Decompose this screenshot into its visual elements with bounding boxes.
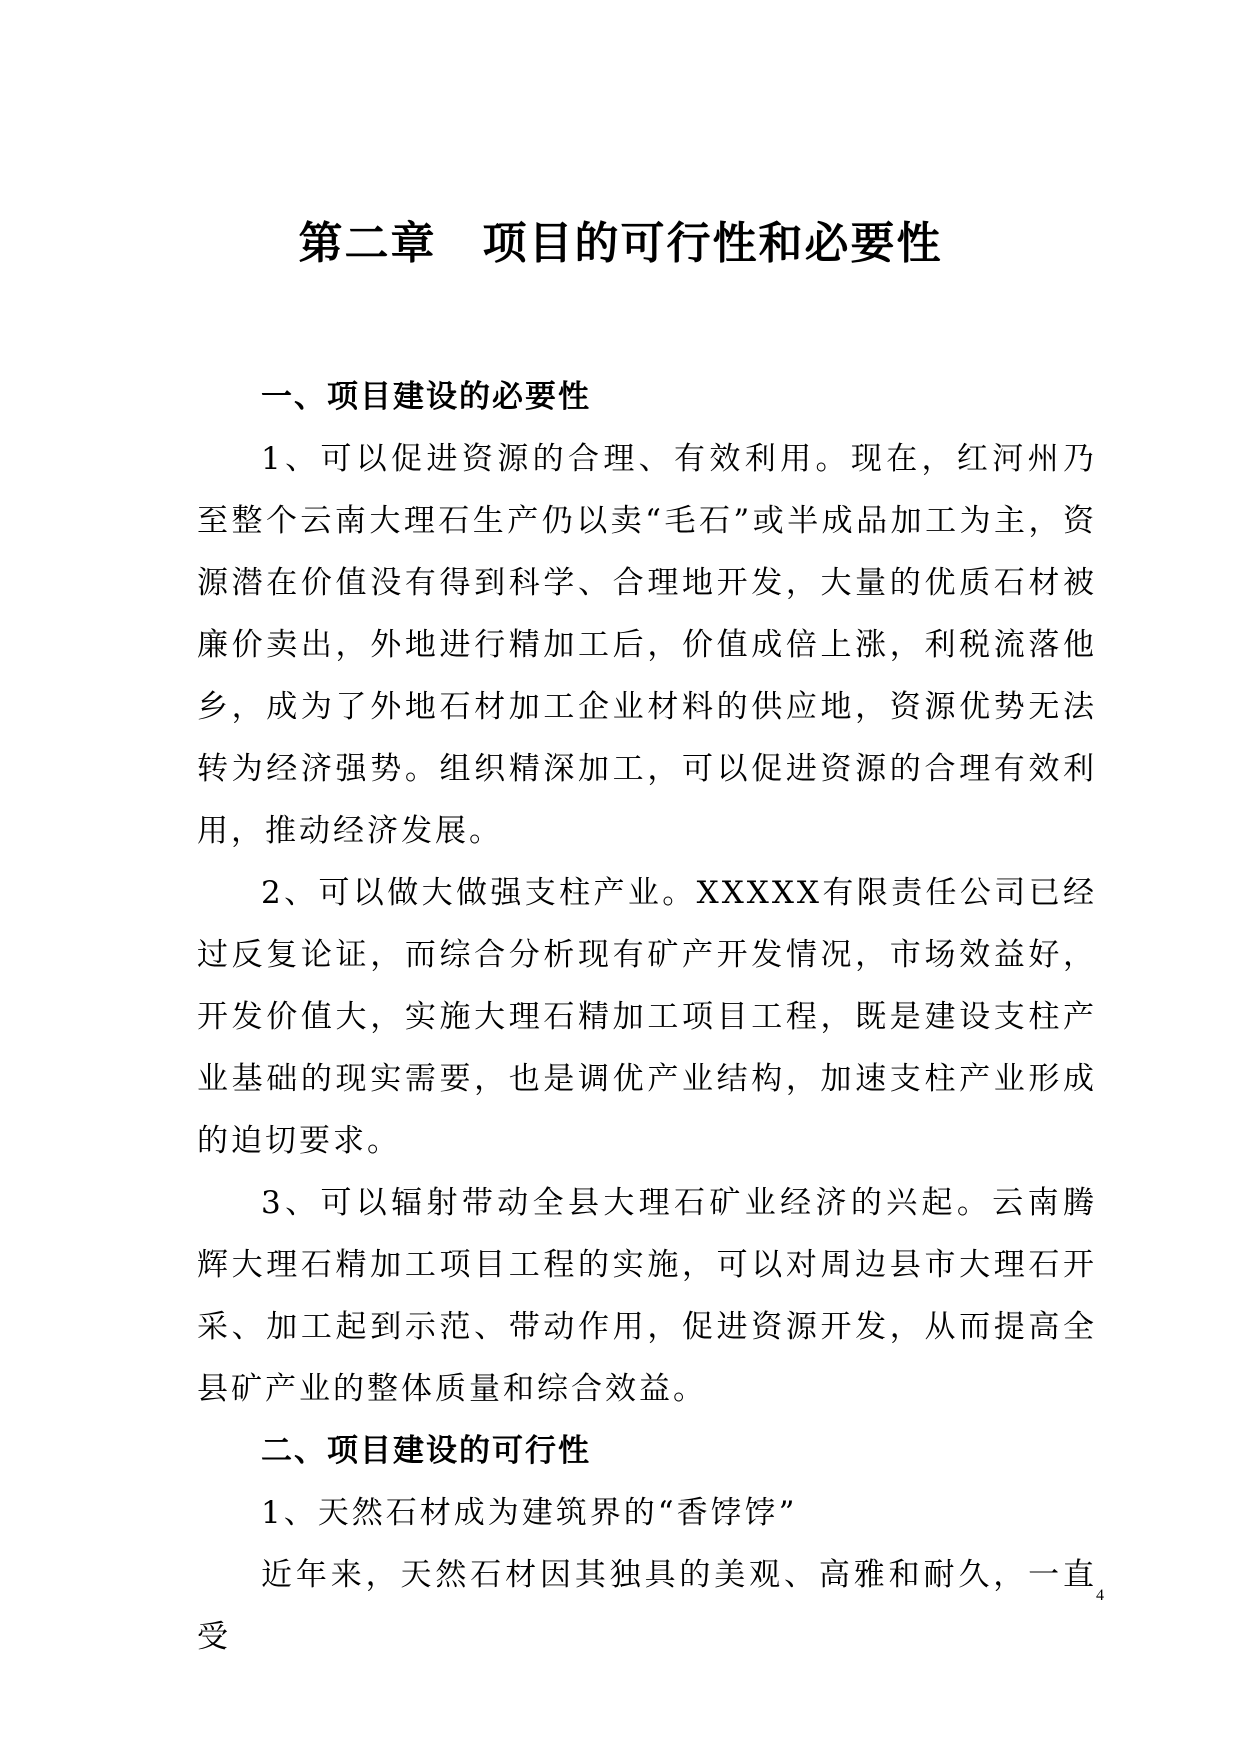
chapter-title: 第二章 项目的可行性和必要性 [298,218,943,269]
paragraph: 1、天然石材成为建筑界的“香饽饽” [261,1495,798,1531]
page-number: 4 [1096,1587,1104,1604]
section-heading-necessity: 一、项目建设的必要性 [261,379,591,415]
paragraph: 近年来，天然石材因其独具的美观、高雅和耐久，一直受 [197,1557,1097,1655]
paragraph: 1、可以促进资源的合理、有效利用。现在，红河州乃至整个云南大理石生产仍以卖“毛石”或半成品加工为主，资源潜在价值没有得到科学、合理地开发，大量的优质石材被廉价卖出，外地进行精加工后，价值成倍上涨，利税流落他乡，成为了外地石材加工企业材料的供应地，资源优势无法转为经济强势。组织精深加工，可以促进资源的合理有效利用，推动经济发展。 [197,441,1097,849]
section-heading-feasibility: 二、项目建设的可行性 [261,1433,591,1469]
paragraph: 3、可以辐射带动全县大理石矿业经济的兴起。云南腾辉大理石精加工项目工程的实施，可以对周边县市大理石开采、加工起到示范、带动作用，促进资源开发，从而提高全县矿产业的整体质量和综合效益。 [197,1185,1097,1407]
paragraph: 2、可以做大做强支柱产业。XXXXX有限责任公司已经过反复论证，而综合分析现有矿产开发情况，市场效益好，开发价值大，实施大理石精加工项目工程，既是建设支柱产业基础的现实需要，也是调优产业结构，加速支柱产业形成的迫切要求。 [197,875,1097,1159]
body-text [197,366,1097,1668]
